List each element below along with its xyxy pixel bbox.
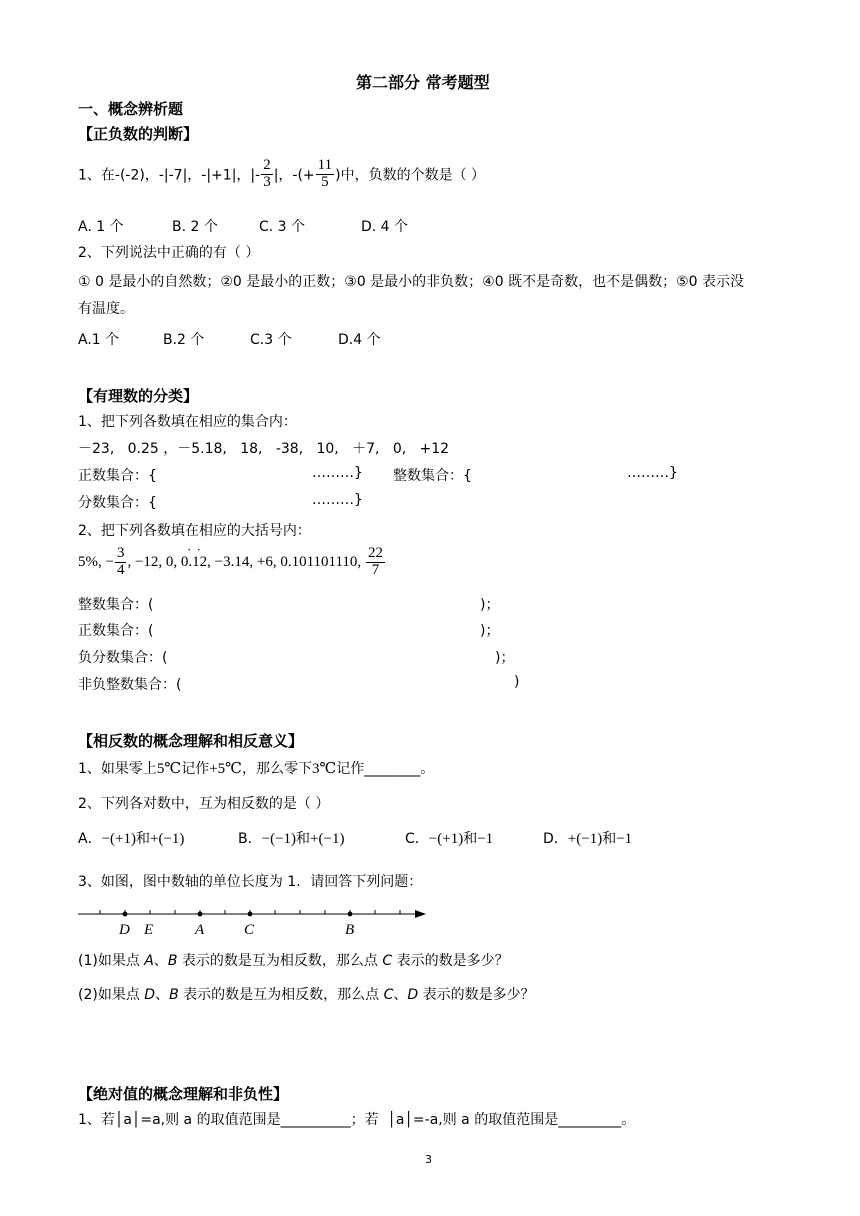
opposites-q3-sub1 (78, 950, 509, 970)
positive-set-label: 正数集合：{ (78, 468, 157, 484)
opposites-q3-sub2 (78, 984, 535, 1004)
option-and: 和 (296, 831, 311, 847)
option-b: B. 2 个 (172, 219, 218, 235)
fraction-numerator: 2 (263, 157, 271, 173)
label-e: E (144, 922, 154, 938)
label-d: D (119, 922, 130, 938)
absolute-value-q1: 1、若│a│=a,则 a 的取值范围是__________；若 │a│=-a,则 a 的取值范围是_________。 (78, 1112, 636, 1128)
subsection-heading-absolute-value: 【绝对值的概念理解和非负性】 (78, 1085, 289, 1103)
fraction-2-3 (261, 158, 273, 191)
q-text: 、 (155, 987, 170, 1003)
option-letter: A． (78, 831, 102, 847)
number-list-2 (78, 546, 386, 579)
q1-suffix: )中，负数的个数是（ ） (335, 167, 486, 184)
integer-set-end: ………} (627, 465, 678, 481)
q-text: 表示的数是多少？ (392, 953, 509, 969)
repeating-decimal-dots: · · (187, 542, 202, 557)
question-1-signs (78, 158, 485, 191)
axis-arrow (415, 910, 426, 918)
option-right-expr: −1 (616, 831, 633, 847)
q-text: 、 (393, 987, 408, 1003)
point-b (348, 912, 353, 917)
number-line (78, 902, 438, 942)
option-right-expr: −1 (477, 831, 494, 847)
point-a (198, 912, 203, 917)
point-name: A (144, 953, 154, 969)
positive-set-end: ………} (312, 465, 363, 481)
point-d (123, 912, 128, 917)
point-name: C (382, 953, 393, 969)
q1-mid: |，-(+ (273, 167, 315, 184)
question-2-line2: 有温度。 (78, 301, 134, 317)
negative-fraction-set-label: 负分数集合：( (78, 650, 168, 666)
opposites-q3-stem: 3、如图，图中数轴的单位长度为 1．请回答下列问题： (78, 874, 423, 890)
fraction-22-7 (366, 546, 385, 579)
option-letter: D． (543, 831, 568, 847)
question-2-line1: ① 0 是最小的自然数；②0 是最小的正数；③0 是最小的非负数；④0 既不是奇数，也不是偶数；⑤0 表示没 (78, 274, 744, 290)
q-text: 表示的数是互为相反数，那么点 (177, 953, 383, 969)
fraction-set-end: ………} (312, 492, 363, 508)
q-text: 、 (153, 953, 168, 969)
option-left-expr: −(+1) (101, 831, 136, 847)
point-c (248, 912, 253, 917)
math-3c: 3℃ (311, 761, 337, 777)
option-a: A.1 个 (78, 332, 120, 348)
nonneg-integer-set-end: ) (514, 674, 520, 690)
option-letter: C． (405, 831, 429, 847)
fraction-denominator: 7 (371, 561, 380, 578)
integer-set-line-end: )； (480, 597, 500, 613)
subsection-heading-signs: 【正负数的判断】 (78, 125, 199, 143)
positive-set-line-end: )； (480, 623, 500, 639)
option-left-expr: +(−1) (567, 831, 603, 847)
fraction-denominator: 3 (263, 173, 271, 190)
negative-fraction-set-end: )； (495, 650, 515, 666)
section-heading: 一、概念辨析题 (78, 100, 184, 118)
q-text: 表示的数是多少？ (418, 987, 535, 1003)
option-d: D. 4 个 (361, 219, 409, 235)
opposites-q1 (78, 758, 434, 778)
fraction-set-label: 分数集合：{ (78, 495, 157, 511)
label-a: A (195, 922, 205, 938)
option-c (405, 828, 493, 848)
q-text: (1)如果点 (78, 953, 145, 969)
label-b: B (345, 922, 355, 938)
fraction-11-5 (316, 158, 334, 191)
fraction-denominator: 5 (321, 173, 329, 190)
nums-part-a: 5%, − (78, 553, 114, 570)
classification-q1-stem: 1、把下列各数填在相应的集合内： (78, 414, 297, 430)
subsection-heading-classification: 【有理数的分类】 (78, 387, 199, 405)
point-name: B (167, 953, 178, 969)
math-5c: 5℃ (156, 761, 182, 777)
fraction-denominator: 4 (116, 561, 125, 578)
point-name: D (407, 987, 419, 1003)
page-number: 3 (425, 1153, 432, 1166)
option-d (543, 828, 632, 848)
classification-q2-stem: 2、把下列各数填在相应的大括号内： (78, 523, 311, 539)
option-b: B.2 个 (163, 332, 205, 348)
nums-part-b: , −12, 0, 0.12, −3.14, +6, 0.101101110, (127, 553, 365, 570)
opposites-q2-stem: 2、下列各对数中，互为相反数的是（ ） (78, 796, 330, 812)
point-name: C (383, 987, 394, 1003)
q-text: 1、如果零上 (78, 761, 157, 777)
fraction-numerator: 11 (317, 157, 333, 173)
q-text: (2)如果点 (78, 987, 145, 1003)
option-a (78, 828, 184, 848)
integer-set-line-label: 整数集合：( (78, 597, 154, 613)
nonneg-integer-set-label: 非负整数集合：( (78, 677, 182, 693)
point-name: B (169, 987, 179, 1003)
fraction-numerator: 22 (367, 545, 383, 561)
integer-set-label: 整数集合：{ (393, 468, 472, 484)
option-letter: B． (238, 831, 262, 847)
q-text: 记作 (181, 761, 210, 777)
fraction-3-4 (115, 546, 127, 579)
q-text: 表示的数是互为相反数，那么点 (178, 987, 384, 1003)
option-right-expr: +(−1) (150, 831, 185, 847)
option-and: 和 (463, 831, 478, 847)
option-left-expr: −(−1) (261, 831, 297, 847)
positive-set-line-label: 正数集合：( (78, 623, 154, 639)
option-and: 和 (136, 831, 150, 847)
option-c: C.3 个 (250, 332, 292, 348)
q-text: 记作________。 (336, 761, 435, 777)
label-c: C (244, 922, 255, 938)
fraction-numerator: 3 (116, 545, 125, 561)
number-list: －23, 0.25 ，－5.18, 18, -38, 10, ＋7, 0, +12 (78, 441, 450, 457)
q-text: ，那么零下 (241, 761, 312, 777)
q1-prefix: 1、在-(-2)，-|-7|，-|+1|，|- (78, 167, 261, 184)
point-name: D (144, 987, 156, 1003)
option-d: D.4 个 (338, 332, 381, 348)
subsection-heading-opposites: 【相反数的概念理解和相反意义】 (78, 732, 304, 750)
option-b (238, 828, 344, 848)
page-title: 第二部分 常考题型 (356, 73, 490, 92)
math-plus-5c: +5℃ (209, 761, 242, 777)
question-2-stem: 2、下列说法中正确的有（ ） (78, 245, 260, 261)
option-a: A. 1 个 (78, 219, 124, 235)
option-and: 和 (602, 831, 617, 847)
option-left-expr: −(+1) (428, 831, 464, 847)
option-c: C. 3 个 (259, 219, 306, 235)
option-right-expr: +(−1) (310, 831, 345, 847)
